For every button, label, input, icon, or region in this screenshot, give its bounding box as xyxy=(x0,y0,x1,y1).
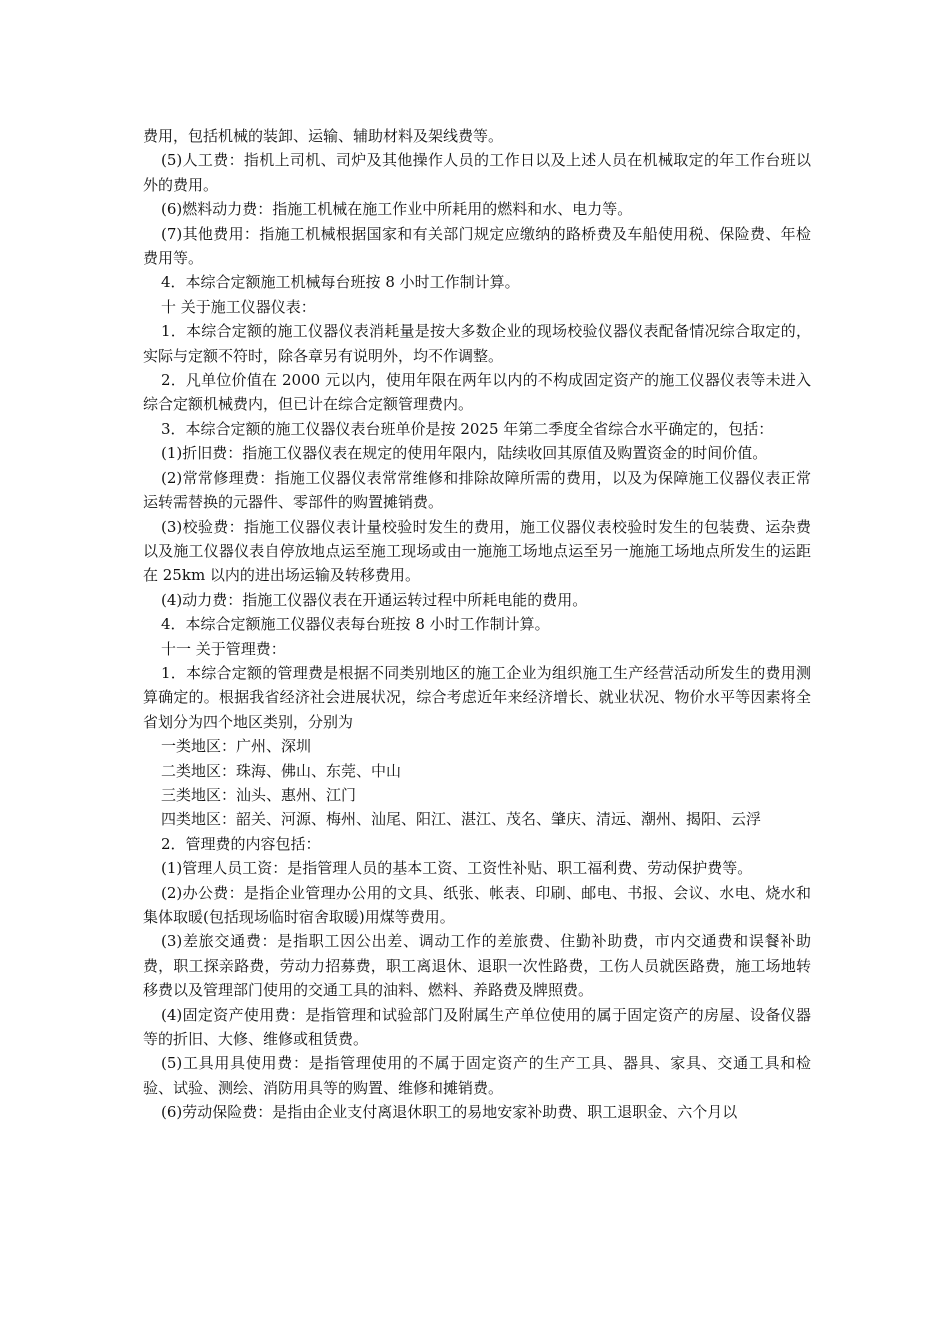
paragraph: 二类地区：珠海、佛山、东莞、中山 xyxy=(161,761,402,780)
paragraph: 3．本综合定额的施工仪器仪表台班单价是按 2025 年第二季度全省综合水平确定的，包括： xyxy=(161,419,774,438)
paragraph: (2)常常修理费：指施工仪器仪表常常维修和排除故障所需的费用，以及为保障施工仪器仪表正常运转需替换的元器件、零部件的购置摊销费。 xyxy=(143,468,811,512)
paragraph: (3)差旅交通费：是指职工因公出差、调动工作的差旅费、住勤补助费，市内交通费和误餐补助费，职工探亲路费，劳动力招募费，职工离退休、退职一次性路费，工伤人员就医路费，施工场地转移费以及管理部门使用的交通工具的油料、燃料、养路费及牌照费。 xyxy=(143,932,811,1000)
paragraph: 4．本综合定额施工仪器仪表每台班按 8 小时工作制计算。 xyxy=(161,615,550,634)
paragraph: (6)劳动保险费：是指由企业支付离退休职工的易地安家补助费、职工退职金、六个月以 xyxy=(161,1103,738,1122)
paragraph: (7)其他费用：指施工机械根据国家和有关部门规定应缴纳的路桥费及车船使用税、保险费、年检费用等。 xyxy=(143,224,811,268)
paragraph: (6)燃料动力费：指施工机械在施工作业中所耗用的燃料和水、电力等。 xyxy=(161,200,633,219)
paragraph: 4．本综合定额施工机械每台班按 8 小时工作制计算。 xyxy=(161,273,520,292)
paragraph: (5)工具用具使用费：是指管理使用的不属于固定资产的生产工具、器具、家具、交通工具和检验、试验、测绘、消防用具等的购置、维修和摊销费。 xyxy=(143,1054,811,1097)
paragraph: 十 关于施工仪器仪表： xyxy=(161,297,316,316)
paragraph: 2．凡单位价值在 2000 元以内，使用年限在两年以内的不构成固定资产的施工仪器仪表等未进入综合定额机械费内，但已计在综合定额管理费内。 xyxy=(143,371,811,414)
paragraph: 1．本综合定额的管理费是根据不同类别地区的施工企业为组织施工生产经营活动所发生的费用测算确定的。根据我省经济社会进展状况，综合考虑近年来经济增长、就业状况、物价水平等因素将全省划分为四个地区类别，分别为 xyxy=(143,663,811,731)
paragraph: 1．本综合定额的施工仪器仪表消耗量是按大多数企业的现场校验仪器仪表配备情况综合取定的，实际与定额不符时，除各章另有说明外，均不作调整。 xyxy=(143,322,811,365)
paragraph: 四类地区：韶关、河源、梅州、汕尾、阳江、湛江、茂名、肇庆、清远、潮州、揭阳、云浮 xyxy=(161,810,762,829)
paragraph: 2．管理费的内容包括： xyxy=(161,834,321,853)
paragraph: (4)动力费：指施工仪器仪表在开通运转过程中所耗电能的费用。 xyxy=(161,590,588,609)
paragraph: (1)折旧费：指施工仪器仪表在规定的使用年限内，陆续收回其原值及购置资金的时间价值。 xyxy=(161,444,768,463)
document-body xyxy=(143,124,811,1125)
paragraph: (3)校验费：指施工仪器仪表计量校验时发生的费用，施工仪器仪表校验时发生的包装费、运杂费以及施工仪器仪表自停放地点运至施工现场或由一施施工场地点运至另一施施工场地点所发生的运距在 25km 以内的进出场运输及转移费用。 xyxy=(143,517,811,585)
paragraph: (5)人工费：指机上司机、司炉及其他操作人员的工作日以及上述人员在机械取定的年工作台班以外的费用。 xyxy=(143,151,811,194)
paragraph: 一类地区：广州、深圳 xyxy=(161,737,312,756)
paragraph: 费用，包括机械的装卸、运输、辅助材料及架线费等。 xyxy=(143,127,504,145)
paragraph: (2)办公费：是指企业管理办公用的文具、纸张、帐表、印刷、邮电、书报、会议、水电、烧水和集体取暖(包括现场临时宿舍取暖)用煤等费用。 xyxy=(143,883,811,926)
paragraph: (4)固定资产使用费：是指管理和试验部门及附属生产单位使用的属于固定资产的房屋、设备仪器等的折旧、大修、维修或租赁费。 xyxy=(143,1005,811,1049)
paragraph: (1)管理人员工资：是指管理人员的基本工资、工资性补贴、职工福利费、劳动保护费等。 xyxy=(161,859,753,878)
paragraph: 十一 关于管理费： xyxy=(161,639,286,658)
paragraph: 三类地区：汕头、惠州、江门 xyxy=(161,785,357,804)
